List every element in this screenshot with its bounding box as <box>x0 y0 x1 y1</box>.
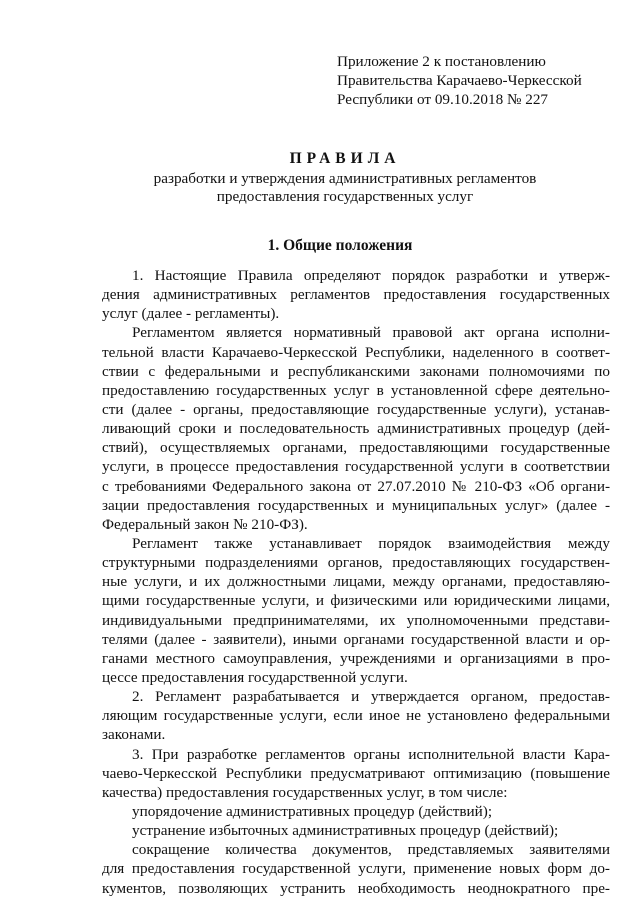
body-line: сти (далее - органы, предоставляющие государственные услуги), устанав- <box>102 400 610 418</box>
body-line: упорядочение административных процедур (действий); <box>132 802 493 820</box>
body-line: качества) предоставления государственных услуг, в том числе: <box>102 783 508 801</box>
appendix-line: Правительства Карачаево-Черкесской <box>337 72 582 89</box>
body-line: ганами местного самоуправления, учреждениями и организациями в про- <box>102 649 610 667</box>
body-line: индивидуальными предпринимателями, их уполномоченными представи- <box>102 611 610 629</box>
body-line: цессе предоставления государственной услуги. <box>102 668 408 686</box>
body-line: кументов, позволяющих устранить необходимость неоднократного пре- <box>102 879 610 897</box>
body-line: ствий), осуществляемых органами, предоставляющими государственные <box>102 439 610 457</box>
appendix-note <box>337 52 627 109</box>
body-line: законами. <box>102 726 166 744</box>
body-line: зации предоставления государственных и муниципальных услуг» (далее - <box>102 496 610 514</box>
body-line: щими государственные услуги, и физическими или юридическими лицами, <box>102 592 610 610</box>
body-line: ливающий сроки и последовательность административных процедур (дей- <box>102 420 610 438</box>
body-line: сокращение количества документов, представляемых заявителями <box>132 841 610 859</box>
subtitle-line: предоставления государственных услуг <box>216 188 474 205</box>
body-line: телями (далее - заявители), иными органами государственной власти и ор- <box>102 630 610 648</box>
appendix-line: Приложение 2 к постановлению <box>337 53 546 70</box>
body-line: ные услуги, и их должностными лицами, между органами, предоставляю- <box>102 573 610 591</box>
body-line: чаево-Черкесской Республики предусматривают оптимизацию (повышение <box>102 764 610 782</box>
subtitle-line: разработки и утверждения административных регламентов <box>153 170 537 187</box>
document-title: ПРАВИЛА <box>289 150 401 167</box>
body-line: Регламент также устанавливает порядок взаимодействия между <box>132 534 610 552</box>
body-line: устранение избыточных административных процедур (действий); <box>132 822 559 840</box>
document-subtitle <box>0 170 640 206</box>
body-line: тельной власти Карачаево-Черкесской Республики, наделенного в соответ- <box>102 343 610 361</box>
body-line: ляющим государственные услуги, если иное не установлено федеральными <box>102 707 610 725</box>
body-line: предоставлению государственных услуг в установленной сфере деятельно- <box>102 381 610 399</box>
body-line: Федеральный закон № 210-ФЗ). <box>102 515 308 533</box>
appendix-line: Республики от 09.10.2018 № 227 <box>337 91 549 108</box>
body-line: Регламентом является нормативный правовой акт органа исполни- <box>132 324 610 342</box>
body-line: 2. Регламент разрабатывается и утверждается органом, предостав- <box>132 688 610 706</box>
section-heading: 1. Общие положения <box>267 237 413 254</box>
body-line: 3. При разработке регламентов органы исполнительной власти Кара- <box>132 745 610 763</box>
body-line: для предоставления государственной услуги, применение новых форм до- <box>102 860 610 878</box>
body-line: дения административных регламентов предоставления государственных <box>102 286 610 304</box>
body-line: услуги, в процессе предоставления государственной услуги в соответствии <box>102 458 610 476</box>
body-line: услуг (далее - регламенты). <box>102 305 280 323</box>
body-line: структурными подразделениями органов, предоставляющих государствен- <box>102 554 610 572</box>
body-text <box>102 266 610 898</box>
body-line: 1. Настоящие Правила определяют порядок разработки и утверж- <box>132 267 610 284</box>
body-line: с требованиями Федерального закона от 27.07.2010 № 210-ФЗ «Об органи- <box>102 477 610 495</box>
body-line: ствии с федеральными и республиканскими законами полномочиями по <box>102 362 610 380</box>
